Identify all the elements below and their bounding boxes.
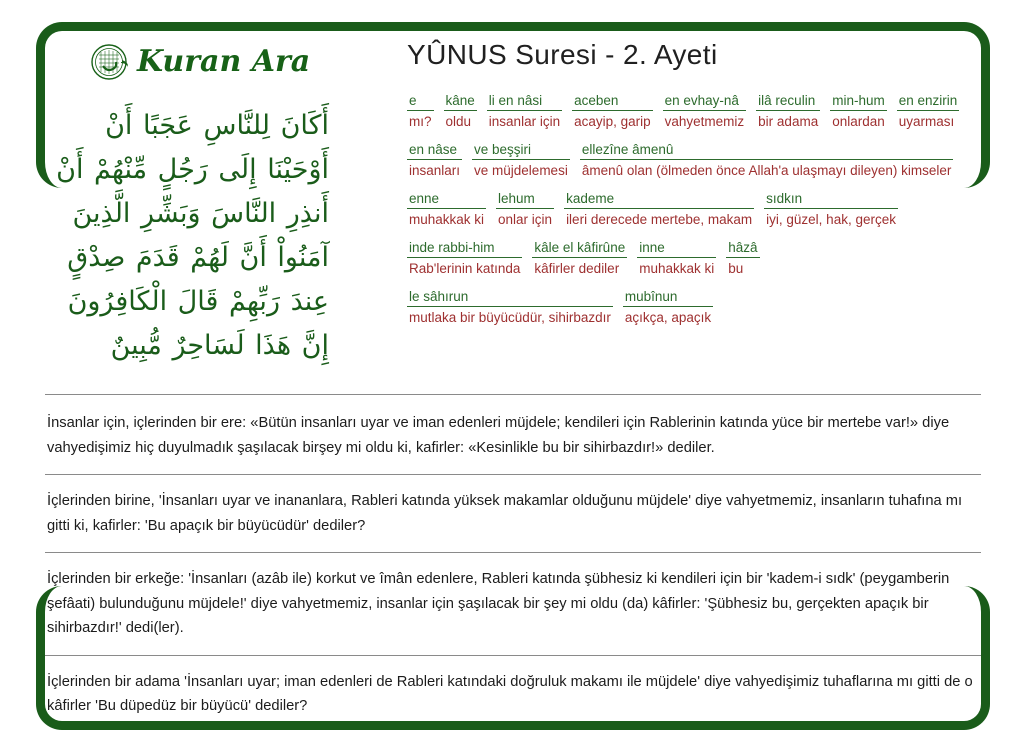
word-by-word-row: [407, 240, 981, 276]
word-transliteration: kâle el kâfirûne: [532, 240, 627, 258]
word-meaning: bir adama: [758, 114, 819, 129]
translation-text: İçlerinden bir adama 'İnsanları uyar; iman edenleri de Rableri katındaki doğruluk makamı ile müjdele' diye vahyedişimiz tuhaflarına mı gitti de o kâfirler 'Bu düpedüz bir büyücü' dediler?: [47, 673, 973, 715]
word-by-word-cell[interactable]: [407, 191, 486, 227]
translation-text: İçlerinden bir erkeğe: 'İnsanları (azâb ile) korkut ve îmân edenlere, Rableri katında şübhesiz ki kendileri için bir 'kadem-i sıdk' (peygamberin şefâati) bulunduğunu müjdele!' diye vahyetmemiz, insanlar için şaşılacak bir şey mi oldu (da) kâfirler: 'Şübhesiz bu, gerçekten apaçık bir sihirbazdır!' dedi(ler).: [47, 571, 950, 637]
word-by-word-cell[interactable]: [897, 93, 960, 129]
word-by-word-cell[interactable]: [756, 93, 820, 129]
verse-arabic-line: أَنذِرِ النَّاسَ وَبَشِّرِ الَّذِينَ: [72, 198, 329, 229]
verse-top-area: [45, 31, 981, 368]
translation-text: İçlerinden birine, 'İnsanları uyar ve inananlara, Rableri katında yüksek makamlar olduğunu müjdele' diye vahyetmemiz, insanların tuhafına mı gitti ki, kafirler: 'Bu apaçık bir büyücüdür' dediler?: [47, 493, 963, 534]
word-by-word-cell[interactable]: [663, 93, 747, 129]
word-meaning: Rab'lerinin katında: [409, 261, 521, 276]
word-transliteration: enne: [407, 191, 486, 209]
verse-arabic-line: عِندَ رَبِّهِمْ قَالَ الْكَافِرُونَ: [67, 286, 329, 317]
word-by-word-cell[interactable]: [407, 240, 522, 276]
word-by-word-cell[interactable]: [407, 289, 613, 325]
word-by-word-cell[interactable]: [407, 93, 434, 129]
verse-right-column: [335, 31, 981, 338]
word-transliteration: en nâse: [407, 142, 462, 160]
word-transliteration: kademe: [564, 191, 754, 209]
verse-arabic-line: آمَنُواْ أَنَّ لَهُمْ قَدَمَ صِدْقٍ: [67, 242, 329, 273]
word-meaning: vahyetmemiz: [664, 114, 745, 129]
word-transliteration: lehum: [496, 191, 554, 209]
translation-block: [45, 474, 981, 552]
word-transliteration: kâne: [444, 93, 477, 111]
word-transliteration: ellezîne âmenû: [580, 142, 954, 160]
verse-arabic-line: أَكَانَ لِلنَّاسِ عَجَبًا أَنْ: [105, 110, 329, 141]
word-meaning: ve müjdelemesi: [474, 163, 568, 178]
word-meaning: acayip, garip: [574, 114, 651, 129]
word-meaning: iyi, güzel, hak, gerçek: [766, 212, 896, 227]
word-by-word-row: [407, 142, 981, 178]
word-transliteration: inne: [637, 240, 716, 258]
word-transliteration: inde rabbi-him: [407, 240, 522, 258]
translations-list: [45, 394, 981, 733]
word-by-word-row: [407, 289, 981, 325]
word-by-word-cell[interactable]: [637, 240, 716, 276]
word-by-word-cell[interactable]: [572, 93, 653, 129]
word-by-word-cell[interactable]: [472, 142, 570, 178]
word-meaning: uyarması: [898, 114, 955, 129]
word-by-word-cell[interactable]: [726, 240, 759, 276]
word-transliteration: aceben: [572, 93, 653, 111]
word-meaning: bu: [728, 261, 744, 276]
word-by-word-cell[interactable]: [496, 191, 554, 227]
word-transliteration: hâzâ: [726, 240, 759, 258]
word-meaning: ileri derecede mertebe, makam: [566, 212, 753, 227]
word-meaning: açıkça, apaçık: [624, 310, 712, 325]
word-transliteration: e: [407, 93, 434, 111]
verse-left-column: [45, 31, 335, 368]
word-meaning: insanlar için: [488, 114, 561, 129]
word-by-word-cell[interactable]: [487, 93, 562, 129]
word-by-word-cell[interactable]: [444, 93, 477, 129]
verse-arabic-line: أَوْحَيْنَا إِلَى رَجُلٍ مِّنْهُمْ أَنْ: [56, 154, 329, 185]
page-title: YÛNUS Suresi - 2. Ayeti: [407, 39, 718, 70]
word-transliteration: en enzirin: [897, 93, 960, 111]
translation-block: [45, 552, 981, 655]
word-meaning: muhakkak ki: [409, 212, 485, 227]
word-meaning: onlar için: [498, 212, 553, 227]
verse-arabic-text: [45, 88, 335, 368]
word-meaning: onlardan: [832, 114, 885, 129]
word-by-word-row: [407, 93, 981, 129]
page-content: [45, 31, 981, 731]
word-meaning: mı?: [409, 114, 432, 129]
site-logo-text: Kuran Ara: [137, 44, 311, 79]
word-transliteration: ve beşşiri: [472, 142, 570, 160]
word-transliteration: min-hum: [830, 93, 887, 111]
word-meaning: âmenû olan (ölmeden önce Allah'a ulaşmayı dileyen) kimseler: [581, 163, 952, 178]
word-transliteration: en evhay-nâ: [663, 93, 747, 111]
word-by-word-cell[interactable]: [580, 142, 954, 178]
word-by-word-cell[interactable]: [532, 240, 627, 276]
word-by-word-cell[interactable]: [564, 191, 754, 227]
word-transliteration: sıdkın: [764, 191, 898, 209]
translation-block: [45, 655, 981, 733]
translation-block: [45, 394, 981, 474]
word-by-word-table: [407, 93, 981, 325]
verse-arabic-line: إِنَّ هَذَا لَسَاحِرٌ مُّبِينٌ: [110, 330, 329, 361]
word-meaning: kâfirler dediler: [534, 261, 620, 276]
word-by-word-row: [407, 191, 981, 227]
translation-text: İnsanlar için, içlerinden bir ere: «Bütün insanları uyar ve iman edenleri müjdele; kendileri için Rablerinin katında yüce bir mertebe var!» diye vahyedişimiz hiç duyulmadık şaşılacak birşey mi oldu ki, kafirler: «Kesinlikle bu bir sihirbazdır!» dediler.: [47, 415, 950, 456]
word-meaning: mutlaka bir büyücüdür, sihirbazdır: [409, 310, 611, 325]
word-transliteration: li en nâsi: [487, 93, 562, 111]
word-by-word-cell[interactable]: [830, 93, 887, 129]
word-transliteration: ilâ reculin: [756, 93, 820, 111]
word-transliteration: mubînun: [623, 289, 713, 307]
word-transliteration: le sâhırun: [407, 289, 613, 307]
quran-emblem-icon: [87, 38, 135, 86]
word-meaning: muhakkak ki: [639, 261, 715, 276]
word-meaning: insanları: [409, 163, 461, 178]
word-by-word-cell[interactable]: [764, 191, 898, 227]
word-by-word-cell[interactable]: [407, 142, 462, 178]
word-meaning: oldu: [445, 114, 472, 129]
site-logo[interactable]: [45, 36, 335, 88]
word-by-word-cell[interactable]: [623, 289, 713, 325]
